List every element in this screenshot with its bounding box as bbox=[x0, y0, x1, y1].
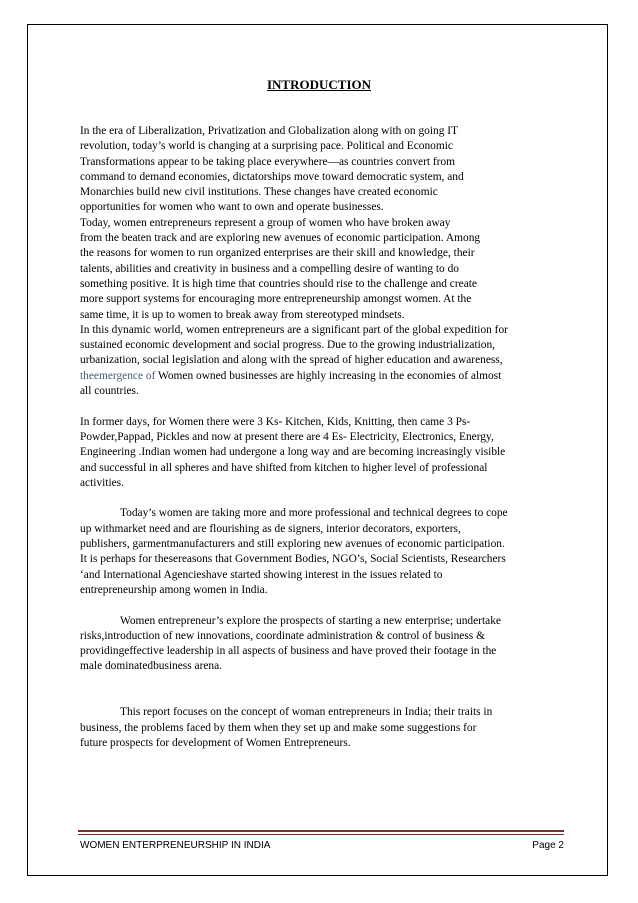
text-line: risks,introduction of new innovations, coordinate administration & control of business & bbox=[80, 629, 485, 642]
text-line: something positive. It is high time that countries should rise to the challenge and create bbox=[80, 277, 477, 290]
paragraph-gap bbox=[80, 399, 566, 414]
text-line: Today’s women are taking more and more professional and technical degrees to cope bbox=[120, 507, 508, 520]
text-line: entrepreneurship among women in India. bbox=[80, 583, 268, 596]
text-line: same time, it is up to women to break away from stereotyped mindsets. bbox=[80, 308, 405, 321]
text-line: urbanization, social legislation and along with the spread of higher education and awareness, bbox=[80, 354, 503, 367]
paragraph-2 bbox=[80, 216, 566, 323]
text-line: This report focuses on the concept of woman entrepreneurs in India; their traits in bbox=[120, 706, 493, 719]
paragraph-1 bbox=[80, 124, 566, 216]
text-line: and successful in all spheres and have shifted from kitchen to higher level of professional bbox=[80, 461, 488, 474]
text-line: talents, abilities and creativity in business and a compelling desire of wanting to do bbox=[80, 262, 459, 275]
text-line: revolution, today’s world is changing at a surprising pace. Political and Economic bbox=[80, 140, 453, 153]
footer-document-title: WOMEN ENTERPRENEURSHIP IN INDIA bbox=[80, 840, 271, 851]
page-title: INTRODUCTION bbox=[266, 77, 371, 92]
text-line: opportunities for women who want to own and operate businesses. bbox=[80, 201, 384, 214]
paragraph-gap bbox=[80, 675, 566, 690]
text-line: business, the problems faced by them when they set up and make some suggestions for bbox=[80, 721, 477, 734]
body-text bbox=[80, 124, 566, 751]
paragraph-3 bbox=[80, 323, 566, 399]
text-line: Engineering .Indian women had undergone a long way and are becoming increasingly visible bbox=[80, 446, 506, 459]
footer-rule-thin bbox=[78, 834, 564, 835]
paragraph-6 bbox=[80, 614, 566, 675]
text-line: future prospects for development of Women Entrepreneurs. bbox=[80, 736, 351, 749]
text-line: In former days, for Women there were 3 Ks- Kitchen, Kids, Knitting, then came 3 Ps- bbox=[80, 415, 471, 428]
text-line: ‘and International Agencieshave started showing interest in the issues related to bbox=[80, 568, 443, 581]
paragraph-5 bbox=[80, 506, 566, 598]
text-line: from the beaten track and are exploring new avenues of economic participation. Among bbox=[80, 232, 481, 245]
text-line: In the era of Liberalization, Privatization and Globalization along with on going IT bbox=[80, 125, 458, 137]
paragraph-gap bbox=[80, 491, 566, 506]
text-line: Monarchies build new civil institutions. These changes have created economic bbox=[80, 186, 438, 199]
text-line: publishers, garmentmanufacturers and still exploring new avenues of economic participation. bbox=[80, 538, 505, 551]
text-line: command to demand economies, dictatorships move toward democratic system, and bbox=[80, 170, 464, 183]
text-line: the reasons for women to run organized enterprises are their skill and knowledge, their bbox=[80, 247, 475, 260]
text-segment: Women owned businesses are highly increasing in the economies of almost bbox=[155, 369, 502, 382]
footer-rule bbox=[78, 830, 564, 832]
text-line: Powder,Pappad, Pickles and now at present there are 4 Es- Electricity, Electronics, Energy, bbox=[80, 430, 494, 443]
text-line: Women entrepreneur’s explore the prospects of starting a new enterprise; undertake bbox=[120, 614, 501, 627]
highlighted-phrase: theemergence of bbox=[80, 369, 156, 382]
paragraph-7 bbox=[80, 705, 566, 751]
text-line: sustained economic development and social progress. Due to the growing industrialization, bbox=[80, 339, 496, 352]
text-line: Transformations appear to be taking place everywhere—as countries convert from bbox=[80, 155, 456, 168]
text-line: male dominatedbusiness arena. bbox=[80, 660, 223, 673]
paragraph-4 bbox=[80, 415, 566, 491]
footer-page-number: Page 2 bbox=[532, 840, 564, 851]
paragraph-gap bbox=[80, 690, 566, 705]
text-line: more support systems for encouraging more entrepreneurship amongst women. At the bbox=[80, 293, 472, 306]
paragraph-gap bbox=[80, 598, 566, 613]
text-line: Today, women entrepreneurs represent a group of women who have broken away bbox=[80, 216, 451, 229]
text-line: activities. bbox=[80, 476, 124, 489]
text-line: It is perhaps for thesereasons that Government Bodies, NGO’s, Social Scientists, Researchers bbox=[80, 553, 506, 566]
text-line: all countries. bbox=[80, 385, 139, 398]
text-line: In this dynamic world, women entrepreneurs are a significant part of the global expedition for bbox=[80, 323, 508, 336]
text-line: providingeffective leadership in all aspects of business and have proved their footage in the bbox=[80, 645, 497, 658]
text-line: up withmarket need and are flourishing as de signers, interior decorators, exporters, bbox=[80, 522, 461, 535]
text-line bbox=[80, 369, 566, 384]
